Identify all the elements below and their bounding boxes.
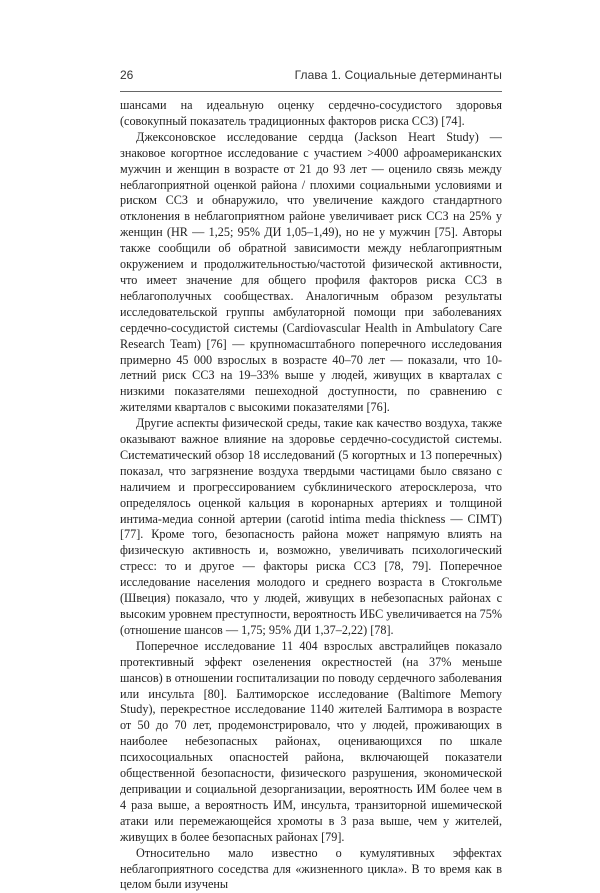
- paragraph-physical-environment: Другие аспекты физической среды, такие как качество воздуха, также оказывают важное влияние на здоровье сердечно-сосудистой системы. Систематический обзор 18 исследований (5 когортных и 13 поперечных) показал, что загрязнение воздуха твердыми частицами было связано с наличием и прогрессированием субклинического атеросклероза, что определялось оценкой кальция в коронарных артериях и толщиной интима-медиа сонной артерии (carotid intima media thickness — CIMT) [77]. Кроме того, безопасность района может напрямую влиять на физическую активность и, возможно, увеличивать психологический стресс: то и другое — факторы риска ССЗ [78, 79]. Поперечное исследование населения молодого и среднего возраста в Стокгольме (Швеция) показало, что у людей, живущих в небезопасных районах с высоким уровнем преступности, вероятность ИБС увеличивается на 75% (отношение шансов — 1,75; 95% ДИ 1,37–2,22) [78].: [120, 416, 503, 637]
- paragraph-life-course-effects: Относительно мало известно о кумулятивных эффектах неблагоприятного соседства для «жизненного цикла». В то время как в целом были изучены: [120, 845, 502, 892]
- running-header: [120, 68, 502, 86]
- paragraph-jackson-heart-study: Джексоновское исследование сердца (Jackson Heart Study) — знаковое когортное исследование с участием >4000 афроамериканских мужчин и женщин в возрасте от 21 до 93 лет — оценило связь между неблагоприятной оценкой района / плохими социальными условиями и риском ССЗ и обнаружило, что увеличение каждого стандартного отклонения в неблагоприятном районе увеличивает риск ССЗ на 25% у женщин (HR — 1,25; 95% ДИ 1,05–1,49), но не у мужчин [75]. Авторы также сообщили об обратной зависимости между неблагоприятным окружением и продолжительностью/частотой физической активности, что имеет значение для общего профиля факторов риска ССЗ в неблагополучных сообществах. Аналогичным образом результаты исследовательской группы амбулаторной помощи при заболеваниях сердечно-сосудистой системы (Cardiovascular Health in Ambulatory Care Research Team) [76] — крупномасштабного поперечного исследования примерно 45 000 взрослых в возрасте 40–70 лет — показали, что 10-летний риск ССЗ на 19–33% выше у людей, живущих в кварталах с низкими показателями пешеходной доступности, по сравнению с жителями кварталов с высокими показателями [76].: [120, 129, 502, 415]
- paragraph-australian-baltimore-studies: Поперечное исследование 11 404 взрослых австралийцев показало протективный эффект озеленения окрестностей (на 37% меньше шансов) в отношении госпитализации по поводу сердечного заболевания или инсульта [80]. Балтиморское исследование (Baltimore Memory Study), перекрестное исследование 1140 жителей Балтимора в возрасте от 50 до 70 лет, продемонстрировало, что у людей, проживающих в наиболее небезопасных районах, оценивающихся по шкале психосоциальных опасностей района, включающей показатели общественной безопасности, физического разрушения, экономической депривации и социальной дезорганизации, вероятность ИМ более чем в 4 раза выше, а вероятность ИМ, инсульта, транзиторной ишемической атаки или перемежающейся хромоты в 3 раза выше, чем у жителей, живущих в более безопасных районах [79].: [120, 638, 502, 844]
- page-number: 26: [120, 68, 134, 82]
- chapter-title: Глава 1. Социальные детерминанты: [294, 68, 502, 82]
- body-text: [120, 98, 502, 893]
- header-divider: [120, 91, 502, 92]
- paragraph-continued: шансами на идеальную оценку сердечно-сосудистого здоровья (совокупный показатель традиционных факторов риска ССЗ) [74].: [120, 98, 502, 128]
